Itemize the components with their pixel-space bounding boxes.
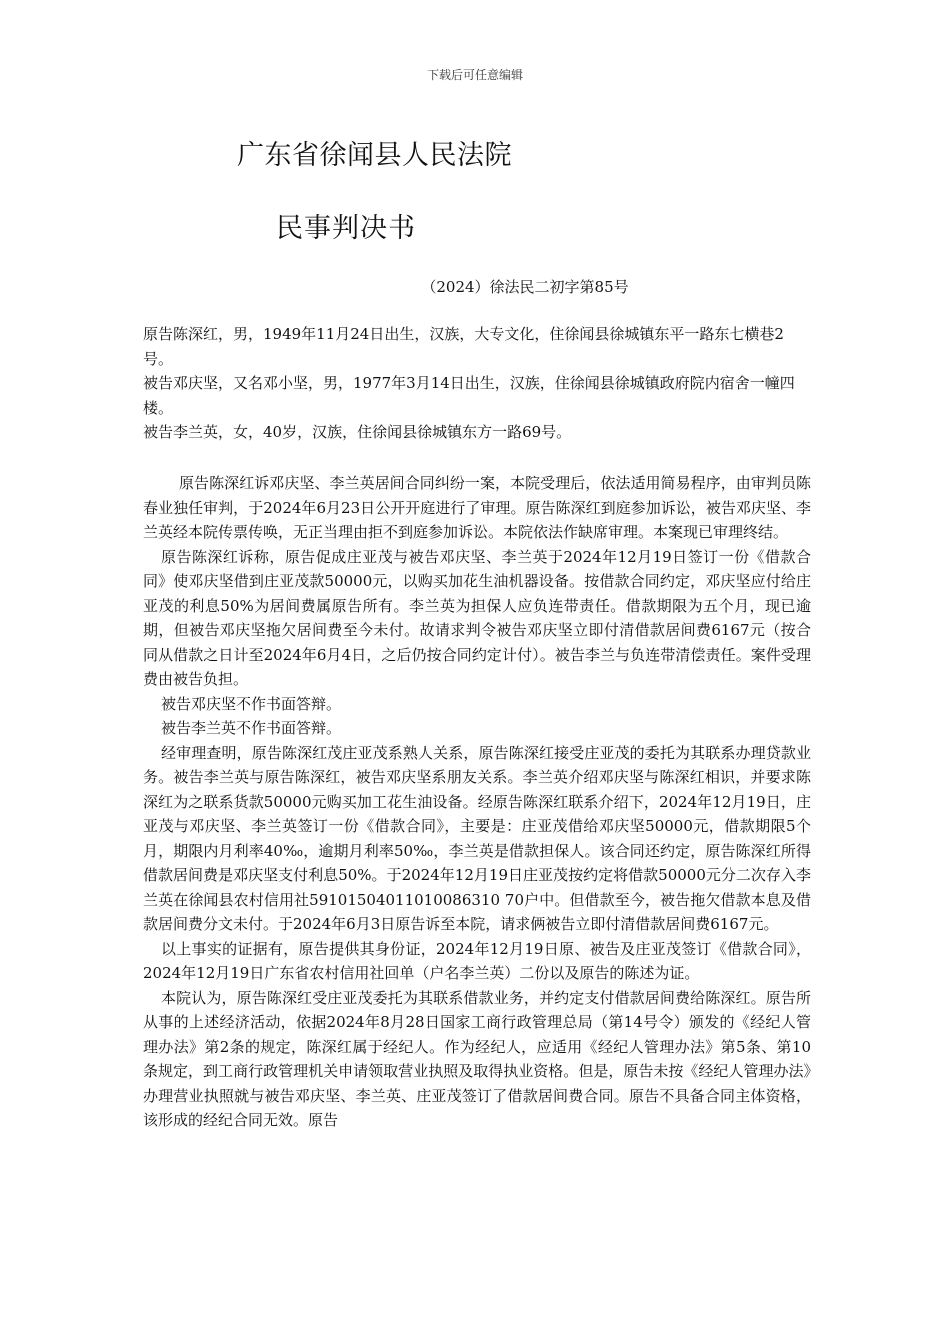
document-type-title: 民事判决书 bbox=[276, 213, 416, 244]
paragraph-defendant-1-reply: 被告邓庆坚不作书面答辩。 bbox=[161, 694, 342, 713]
defendant-1-info: 被告邓庆坚，又名邓小坚，男，1977年3月14日出生，汉族，住徐闻县徐城镇政府院内宿舍一幢四楼。 bbox=[143, 374, 795, 417]
paragraph-defendant-2-reply: 被告李兰英不作书面答辩。 bbox=[161, 719, 342, 737]
court-title: 广东省徐闻县人民法院 bbox=[237, 140, 512, 171]
paragraph-evidence: 以上事实的证据有，原告提供其身份证，2024年12月19日原、被告及庄亚茂签订《借款合同》，2024年12月19日广东省农村信用社回单（户名李兰英）二份以及原告的陈述为证。 bbox=[143, 939, 811, 982]
paragraph-plaintiff-claim: 原告陈深红诉称，原告促成庄亚茂与被告邓庆坚、李兰英于2024年12月19日签订一份《借款合同》使邓庆坚借到庄亚茂款50000元，以购买加花生油机器设备。按借款合同约定，邓庆坚应付给庄亚茂的利息50%为居间费属原告所有。李兰英为担保人应负连带责任。借款期限为五个月，现已逾期，但被告邓庆坚拖欠居间费至今未付。故请求判令被告邓庆坚立即付清借款居间费6167元（按合同从借款之日计至2024年6月4日，之后仍按合同约定计付）。被告李兰与负连带清偿责任。案件受理费由被告负担。 bbox=[143, 547, 811, 688]
header-note: 下载后可任意编辑 bbox=[426, 68, 523, 82]
paragraph-case-intro: 原告陈深红诉邓庆坚、李兰英居间合同纠纷一案，本院受理后，依法适用简易程序，由审判员陈春业独任审判，于2024年6月23日公开开庭进行了审理。原告陈深红到庭参加诉讼，被告邓庆坚、李兰英经本院传票传唤，无正当理由拒不到庭参加诉讼。本院依法作缺席审理。本案现已审理终结。 bbox=[143, 474, 811, 541]
defendant-2-info: 被告李兰英，女，40岁，汉族，住徐闻县徐城镇东方一路69号。 bbox=[143, 423, 572, 441]
plaintiff-info: 原告陈深红，男，1949年11月24日出生，汉族，大专文化，住徐闻县徐城镇东平一路东七横巷2号。 bbox=[143, 325, 784, 368]
paragraph-facts-found: 经审理查明，原告陈深红茂庄亚茂系熟人关系，原告陈深红接受庄亚茂的委托为其联系办理贷款业务。被告李兰英与原告陈深红，被告邓庆坚系朋友关系。李兰英介绍邓庆坚与陈深红相识，并要求陈深红为之联系货款50000元购买加工花生油设备。经原告陈深红联系介绍下，2024年12月19日，庄亚茂与邓庆坚、李兰英签订一份《借款合同》，主要是：庄亚茂借给邓庆坚50000元，借款期限5个月，期限内月利率40‰，逾期月利率50‰，李兰英是借款担保人。该合同还约定，原告陈深红所得借款居间费是邓庆坚支付利息50%。于2024年12月19日庄亚茂按约定将借款50000元分二次存入李兰英在徐闻县农村信用社59101504011010086310 70户中。但借款至今，被告拖欠借款本息及借款居间费分文未付。于2024年6月3日原告诉至本院，请求俩被告立即付清借款居间费6167元。 bbox=[143, 743, 811, 933]
paragraph-court-opinion: 本院认为，原告陈深红受庄亚茂委托为其联系借款业务，并约定支付借款居间费给陈深红。原告所从事的上述经济活动，依据2024年8月28日国家工商行政管理总局（第14号令）颁发的《经纪人管理办法》第2条的规定，陈深红属于经纪人。作为经纪人，应适用《经纪人管理办法》第5条、第10条规定，到工商行政管理机关申请领取营业执照及取得执业资格。但是，原告未按《经纪人管理办法》办理营业执照就与被告邓庆坚、李兰英、庄亚茂签订了借款居间费合同。原告不具备合同主体资格，该形成的经纪合同无效。原告 bbox=[143, 988, 811, 1129]
judgment-body bbox=[143, 471, 811, 1133]
case-number: （2024）徐法民二初字第85号 bbox=[421, 278, 629, 296]
parties-section bbox=[143, 322, 813, 445]
